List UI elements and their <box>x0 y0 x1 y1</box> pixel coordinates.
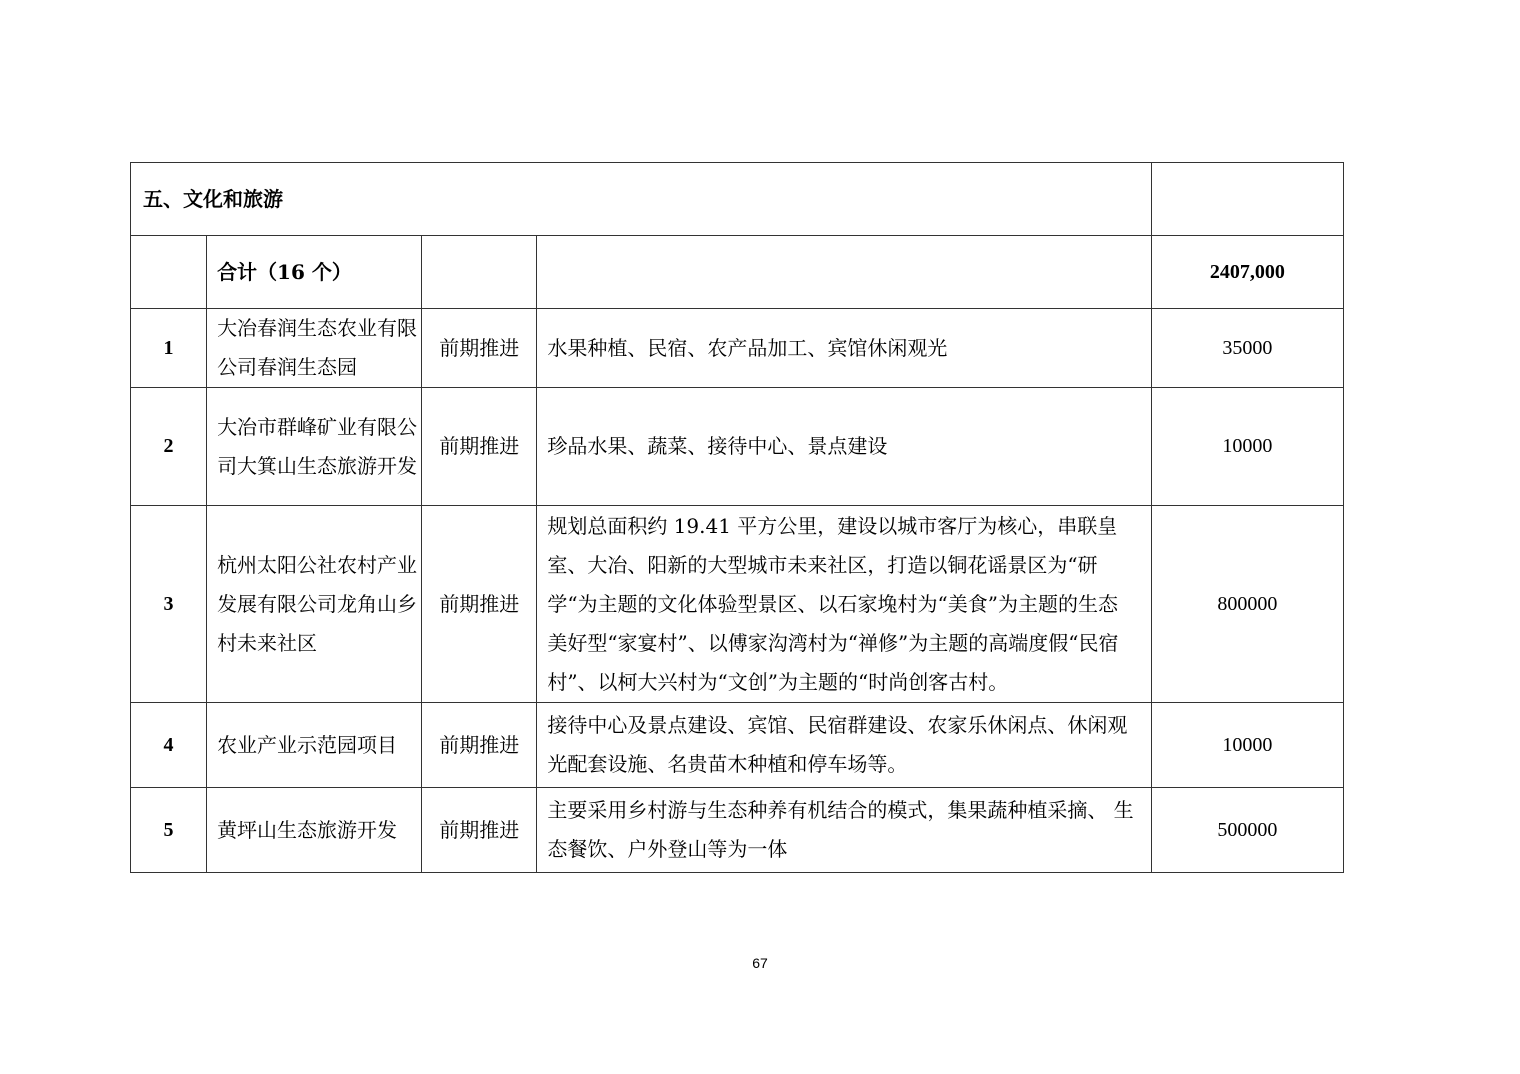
table-row <box>131 388 1344 506</box>
table-row <box>131 703 1344 788</box>
project-amount: 10000 <box>1151 388 1343 506</box>
section-title: 五、文化和旅游 <box>131 163 1152 236</box>
project-table <box>130 162 1344 873</box>
project-content: 珍品水果、蔬菜、接待中心、景点建设 <box>537 388 1152 506</box>
section-header-row <box>131 163 1344 236</box>
page-number: 67 <box>752 955 768 971</box>
table-row <box>131 788 1344 873</box>
row-no: 1 <box>131 309 207 388</box>
project-name: 农业产业示范园项目 <box>207 703 422 788</box>
project-stage: 前期推进 <box>422 703 537 788</box>
project-name: 大冶春润生态农业有限公司春润生态园 <box>207 309 422 388</box>
total-stage <box>422 236 537 309</box>
project-amount: 800000 <box>1151 506 1343 703</box>
project-stage: 前期推进 <box>422 309 537 388</box>
project-content: 水果种植、民宿、农产品加工、宾馆休闲观光 <box>537 309 1152 388</box>
row-no: 3 <box>131 506 207 703</box>
project-stage: 前期推进 <box>422 788 537 873</box>
row-no: 4 <box>131 703 207 788</box>
project-amount: 35000 <box>1151 309 1343 388</box>
project-stage: 前期推进 <box>422 388 537 506</box>
project-name: 大冶市群峰矿业有限公司大箕山生态旅游开发 <box>207 388 422 506</box>
project-content: 接待中心及景点建设、宾馆、民宿群建设、农家乐休闲点、休闲观光配套设施、名贵苗木种植和停车场等。 <box>537 703 1152 788</box>
project-name: 黄坪山生态旅游开发 <box>207 788 422 873</box>
project-content: 主要采用乡村游与生态种养有机结合的模式，集果蔬种植采摘、 生态餐饮、户外登山等为一体 <box>537 788 1152 873</box>
project-stage: 前期推进 <box>422 506 537 703</box>
total-label: 合计（16 个） <box>207 236 422 309</box>
project-content: 规划总面积约 19.41 平方公里，建设以城市客厅为核心，串联皇室、大冶、阳新的大型城市未来社区，打造以铜花谣景区为“研学“为主题的文化体验型景区、以石家堍村为“美食”为主题的生态美好型“家宴村”、以傅家沟湾村为“禅修”为主题的高端度假“民宿村”、以柯大兴村为“文创”为主题的“时尚创客古村。 <box>537 506 1152 703</box>
table-row <box>131 506 1344 703</box>
total-no <box>131 236 207 309</box>
total-content <box>537 236 1152 309</box>
section-amount <box>1151 163 1343 236</box>
project-amount: 500000 <box>1151 788 1343 873</box>
row-no: 2 <box>131 388 207 506</box>
project-name: 杭州太阳公社农村产业发展有限公司龙角山乡村未来社区 <box>207 506 422 703</box>
project-amount: 10000 <box>1151 703 1343 788</box>
total-amount: 2407,000 <box>1151 236 1343 309</box>
total-row <box>131 236 1344 309</box>
table-row <box>131 309 1344 388</box>
row-no: 5 <box>131 788 207 873</box>
